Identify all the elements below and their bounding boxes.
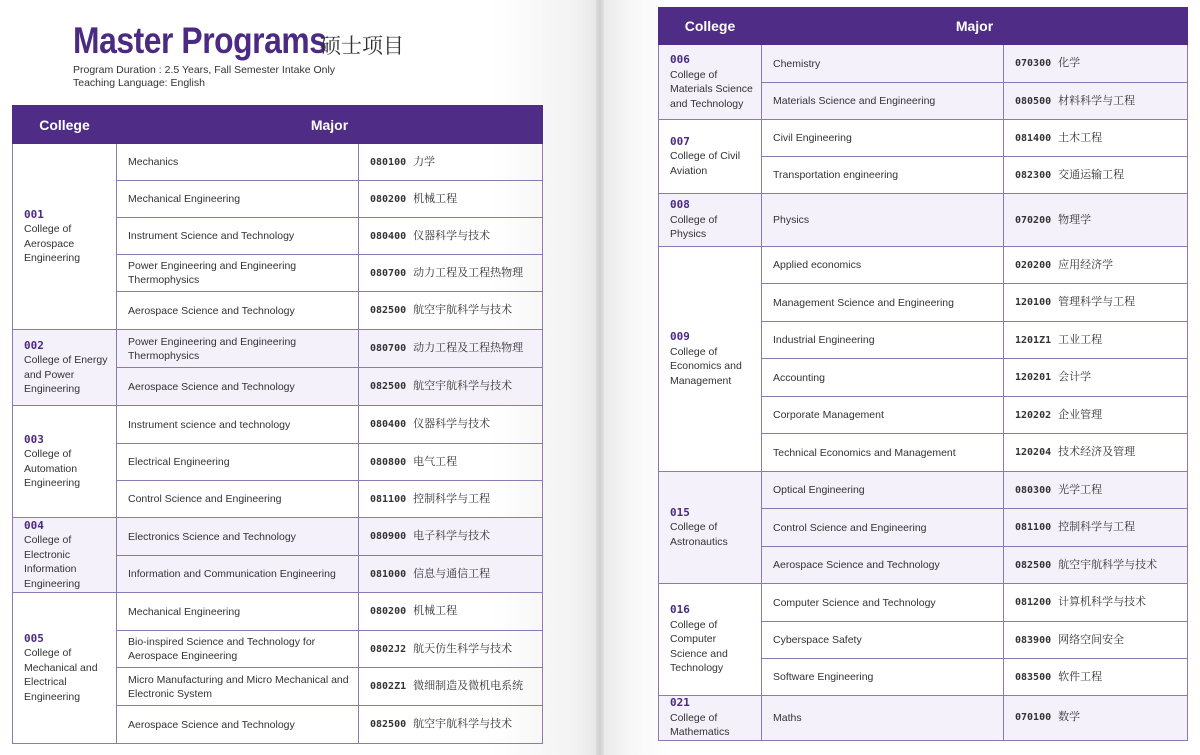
table-row — [13, 593, 543, 631]
major-code: 081000 — [370, 568, 407, 580]
major-code-cell — [359, 444, 543, 481]
major-cell — [117, 330, 359, 368]
major-code-cell — [1004, 622, 1188, 659]
major-cell — [762, 622, 1004, 659]
major-name-chinese: 航空宇航科学与技术 — [413, 303, 513, 316]
major-code-cell — [1004, 584, 1188, 622]
major-code: 080400 — [370, 419, 407, 430]
major-code-cell — [359, 255, 543, 292]
major-name: Mechanical Engineering — [128, 605, 241, 618]
major-code: 081200 — [1015, 597, 1052, 608]
title-block — [73, 20, 404, 62]
major-name: Software Engineering — [773, 671, 874, 683]
major-name: Instrument science and technology — [128, 418, 291, 431]
major-name-chinese: 材料科学与工程 — [1058, 93, 1136, 107]
major-name: Technical Economics and Management — [773, 446, 956, 459]
major-cell — [762, 696, 1004, 741]
college-number: 015 — [670, 505, 690, 519]
major-name-chinese: 软件工程 — [1058, 669, 1103, 683]
major-name-chinese: 力学 — [413, 154, 436, 168]
college-cell — [659, 584, 762, 696]
major-cell — [762, 472, 1004, 509]
major-code: 070200 — [1015, 214, 1052, 226]
major-name-chinese: 化学 — [1058, 56, 1081, 69]
major-cell — [762, 434, 1004, 472]
major-code: 120202 — [1015, 409, 1052, 421]
major-name-chinese: 技术经济及管理 — [1058, 445, 1136, 458]
major-code-cell — [1004, 696, 1188, 741]
major-name: Aerospace Science and Technology — [128, 718, 295, 731]
major-name-chinese: 物理学 — [1058, 212, 1092, 226]
major-code: 080500 — [1015, 95, 1052, 107]
college-number: 007 — [670, 134, 690, 148]
college-number: 002 — [24, 338, 44, 352]
major-name-chinese: 航空宇航科学与技术 — [413, 717, 513, 730]
page-title: Master Programs — [73, 20, 327, 61]
college-name: College of Computer Science and Technology — [670, 618, 728, 675]
major-name: Information and Communication Engineering — [128, 568, 336, 580]
college-cell — [659, 194, 762, 247]
college-name: College of Electronic Information Engineering — [24, 534, 81, 590]
major-name: Management Science and Engineering — [773, 296, 954, 309]
college-cell — [659, 696, 762, 741]
major-code-cell — [359, 218, 543, 255]
major-cell — [762, 157, 1004, 194]
college-name: College of Materials Science and Technology — [670, 68, 753, 110]
major-cell — [117, 631, 359, 668]
major-name: Applied economics — [773, 259, 862, 271]
major-name-chinese: 航天仿生科学与技术 — [413, 641, 513, 655]
major-name-chinese: 计算机科学与技术 — [1058, 595, 1147, 608]
major-code-cell — [359, 593, 543, 631]
major-name-chinese: 仪器科学与技术 — [413, 228, 491, 242]
major-code: 080900 — [370, 531, 407, 542]
major-code: 081400 — [1015, 132, 1052, 144]
college-cell — [13, 518, 117, 593]
programs-table-right — [658, 7, 1188, 741]
major-code-cell — [359, 481, 543, 518]
major-code-cell — [1004, 397, 1188, 434]
major-code-cell — [1004, 359, 1188, 397]
major-column-header: Major — [762, 8, 1188, 45]
major-cell — [762, 659, 1004, 696]
major-name: Instrument Science and Technology — [128, 230, 295, 242]
major-name: Mechanical Engineering — [128, 193, 241, 205]
major-code-cell — [1004, 284, 1188, 322]
college-column-header: College — [659, 8, 762, 45]
major-name-chinese: 土木工程 — [1058, 130, 1103, 144]
major-cell — [117, 668, 359, 706]
major-name-chinese: 机械工程 — [413, 191, 458, 205]
major-code: 070100 — [1015, 712, 1052, 724]
major-cell — [762, 584, 1004, 622]
college-number: 004 — [24, 518, 44, 532]
major-name-chinese: 光学工程 — [1058, 482, 1103, 496]
major-name-chinese: 动力工程及工程热物理 — [413, 265, 524, 279]
major-name-chinese: 动力工程及工程热物理 — [413, 341, 524, 354]
major-name: Accounting — [773, 371, 825, 384]
college-name: College of Mathematics — [670, 711, 730, 738]
major-cell — [762, 547, 1004, 584]
major-column-header: Major — [117, 106, 543, 144]
major-name: Power Engineering and Engineering Thermophysics — [128, 335, 297, 362]
major-name-chinese: 管理科学与工程 — [1058, 295, 1136, 308]
programs-body-left — [13, 144, 543, 744]
major-code: 083900 — [1015, 634, 1052, 646]
major-code-cell — [359, 368, 543, 406]
major-name-chinese: 数学 — [1058, 710, 1081, 724]
major-code-cell — [359, 181, 543, 218]
table-row — [659, 472, 1188, 509]
major-name: Control Science and Engineering — [773, 521, 927, 534]
major-code-cell — [359, 292, 543, 330]
table-row — [13, 144, 543, 181]
major-name: Physics — [773, 214, 810, 226]
college-column-header: College — [13, 106, 117, 144]
major-cell — [762, 194, 1004, 247]
major-code-cell — [359, 330, 543, 368]
major-code: 082500 — [370, 719, 407, 730]
college-number: 005 — [24, 631, 44, 645]
college-number: 001 — [24, 207, 44, 221]
major-code-cell — [1004, 45, 1188, 83]
major-name: Industrial Engineering — [773, 334, 875, 346]
table-header-row — [659, 8, 1188, 45]
major-name: Electrical Engineering — [128, 456, 230, 468]
major-name: Corporate Management — [773, 409, 884, 421]
major-code: 120100 — [1015, 297, 1052, 308]
major-name: Mechanics — [128, 156, 179, 168]
table-row — [659, 696, 1188, 741]
major-code: 082500 — [1015, 559, 1052, 571]
college-name: College of Mechanical and Electrical Engineering — [24, 647, 98, 703]
major-cell — [762, 120, 1004, 157]
major-code-cell — [359, 406, 543, 444]
table-row — [13, 518, 543, 556]
major-code: 080700 — [370, 267, 407, 279]
major-cell — [117, 481, 359, 518]
major-name: Cyberspace Safety — [773, 634, 862, 646]
page-title-chinese: 硕士项目 — [320, 34, 404, 58]
major-code: 080200 — [370, 193, 407, 205]
major-code-cell — [1004, 472, 1188, 509]
major-code: 080100 — [370, 156, 407, 168]
major-code-cell — [1004, 83, 1188, 120]
major-cell — [762, 284, 1004, 322]
major-cell — [117, 255, 359, 292]
major-name-chinese: 机械工程 — [413, 604, 458, 617]
major-code: 120204 — [1015, 447, 1052, 458]
college-number: 021 — [670, 696, 690, 709]
major-name: Aerospace Science and Technology — [128, 304, 295, 317]
major-name: Aerospace Science and Technology — [773, 559, 940, 571]
major-code: 081100 — [1015, 522, 1052, 533]
major-name: Transportation engineering — [773, 169, 899, 181]
major-code: 1201Z1 — [1015, 334, 1052, 346]
major-name: Chemistry — [773, 57, 821, 70]
major-name-chinese: 会计学 — [1058, 370, 1092, 383]
table-row — [659, 194, 1188, 247]
table-row — [659, 247, 1188, 284]
major-name: Control Science and Engineering — [128, 493, 282, 505]
college-name: College of Physics — [670, 213, 718, 241]
major-code-cell — [1004, 120, 1188, 157]
major-name: Bio-inspired Science and Technology for Aerospace Engineering — [128, 636, 316, 662]
major-name: Maths — [773, 711, 802, 724]
college-number: 008 — [670, 198, 690, 212]
major-name-chinese: 仪器科学与技术 — [413, 417, 491, 430]
table-row — [659, 45, 1188, 83]
major-code-cell — [1004, 659, 1188, 696]
major-code: 080700 — [370, 343, 407, 354]
college-cell — [13, 330, 117, 406]
major-code-cell — [1004, 322, 1188, 359]
major-code: 080800 — [370, 456, 407, 468]
college-name: College of Automation Engineering — [24, 448, 81, 489]
major-code-cell — [1004, 247, 1188, 284]
major-name-chinese: 控制科学与工程 — [413, 491, 491, 505]
college-name: College of Energy and Power Engineering — [24, 354, 108, 395]
major-code-cell — [1004, 194, 1188, 247]
table-row — [13, 330, 543, 368]
major-name: Civil Engineering — [773, 132, 852, 144]
major-cell — [762, 322, 1004, 359]
major-name-chinese: 工业工程 — [1058, 332, 1103, 346]
major-cell — [117, 144, 359, 181]
major-cell — [117, 706, 359, 744]
major-code: 0802J2 — [370, 643, 407, 655]
major-code: 020200 — [1015, 259, 1052, 271]
major-name: Electronics Science and Technology — [128, 530, 296, 543]
college-name: College of Astronautics — [670, 521, 728, 548]
major-code: 081100 — [370, 493, 407, 505]
major-cell — [117, 556, 359, 593]
college-name: College of Aerospace Engineering — [24, 223, 81, 264]
major-name-chinese: 交通运输工程 — [1058, 167, 1125, 181]
college-cell — [659, 472, 762, 584]
college-number: 003 — [24, 432, 44, 446]
programs-table-left — [12, 105, 543, 744]
programs-body-right — [659, 45, 1188, 741]
major-code: 080200 — [370, 606, 407, 617]
teaching-language: Teaching Language: English — [73, 77, 205, 89]
major-cell — [117, 593, 359, 631]
major-code-cell — [1004, 547, 1188, 584]
major-name-chinese: 航空宇航科学与技术 — [413, 379, 513, 392]
college-cell — [13, 593, 117, 744]
program-duration: Program Duration : 2.5 Years, Fall Semester Intake Only — [73, 64, 336, 76]
major-code-cell — [359, 706, 543, 744]
major-name: Aerospace Science and Technology — [128, 380, 295, 393]
major-cell — [117, 444, 359, 481]
college-cell — [659, 120, 762, 194]
major-name: Micro Manufacturing and Micro Mechanical and Electronic System — [128, 673, 349, 700]
major-code-cell — [1004, 157, 1188, 194]
major-name-chinese: 企业管理 — [1058, 407, 1103, 421]
table-row — [659, 120, 1188, 157]
major-cell — [762, 509, 1004, 547]
college-cell — [659, 247, 762, 472]
major-name-chinese: 应用经济学 — [1058, 257, 1114, 271]
major-cell — [762, 397, 1004, 434]
major-code-cell — [359, 144, 543, 181]
major-name: Materials Science and Engineering — [773, 95, 936, 107]
major-name-chinese: 航空宇航科学与技术 — [1058, 557, 1158, 571]
major-cell — [117, 218, 359, 255]
college-cell — [13, 406, 117, 518]
major-cell — [762, 83, 1004, 120]
major-name-chinese: 微细制造及微机电系统 — [413, 679, 524, 692]
major-name: Power Engineering and Engineering Thermophysics — [128, 260, 297, 286]
major-name-chinese: 电气工程 — [413, 454, 458, 468]
major-code: 0802Z1 — [370, 681, 407, 692]
major-code: 120201 — [1015, 372, 1052, 383]
table-row — [13, 406, 543, 444]
page-gutter — [596, 0, 604, 755]
college-number: 016 — [670, 603, 690, 617]
major-code: 070300 — [1015, 58, 1052, 69]
major-code-cell — [359, 518, 543, 556]
major-cell — [117, 181, 359, 218]
table-row — [659, 584, 1188, 622]
major-code: 080400 — [370, 230, 407, 242]
major-code-cell — [359, 631, 543, 668]
major-name-chinese: 网络空间安全 — [1058, 632, 1125, 646]
major-name-chinese: 信息与通信工程 — [413, 566, 491, 580]
major-code: 080300 — [1015, 484, 1052, 496]
major-cell — [762, 247, 1004, 284]
college-number: 006 — [670, 53, 690, 66]
major-code: 082300 — [1015, 169, 1052, 181]
major-code-cell — [1004, 509, 1188, 547]
major-cell — [762, 359, 1004, 397]
major-code-cell — [359, 668, 543, 706]
major-cell — [117, 292, 359, 330]
major-code: 083500 — [1015, 671, 1052, 683]
college-number: 009 — [670, 330, 690, 343]
table-header-row — [13, 106, 543, 144]
major-name: Computer Science and Technology — [773, 596, 936, 609]
major-code-cell — [1004, 434, 1188, 472]
major-code: 082500 — [370, 305, 407, 316]
major-cell — [117, 406, 359, 444]
college-name: College of Civil Aviation — [670, 150, 741, 177]
major-cell — [762, 45, 1004, 83]
major-name: Optical Engineering — [773, 484, 865, 496]
college-cell — [13, 144, 117, 330]
major-name-chinese: 电子科学与技术 — [413, 529, 491, 542]
college-cell — [659, 45, 762, 120]
major-code: 082500 — [370, 381, 407, 392]
college-name: College of Economics and Management — [670, 345, 742, 387]
major-name-chinese: 控制科学与工程 — [1058, 520, 1136, 533]
major-cell — [117, 368, 359, 406]
major-cell — [117, 518, 359, 556]
major-code-cell — [359, 556, 543, 593]
